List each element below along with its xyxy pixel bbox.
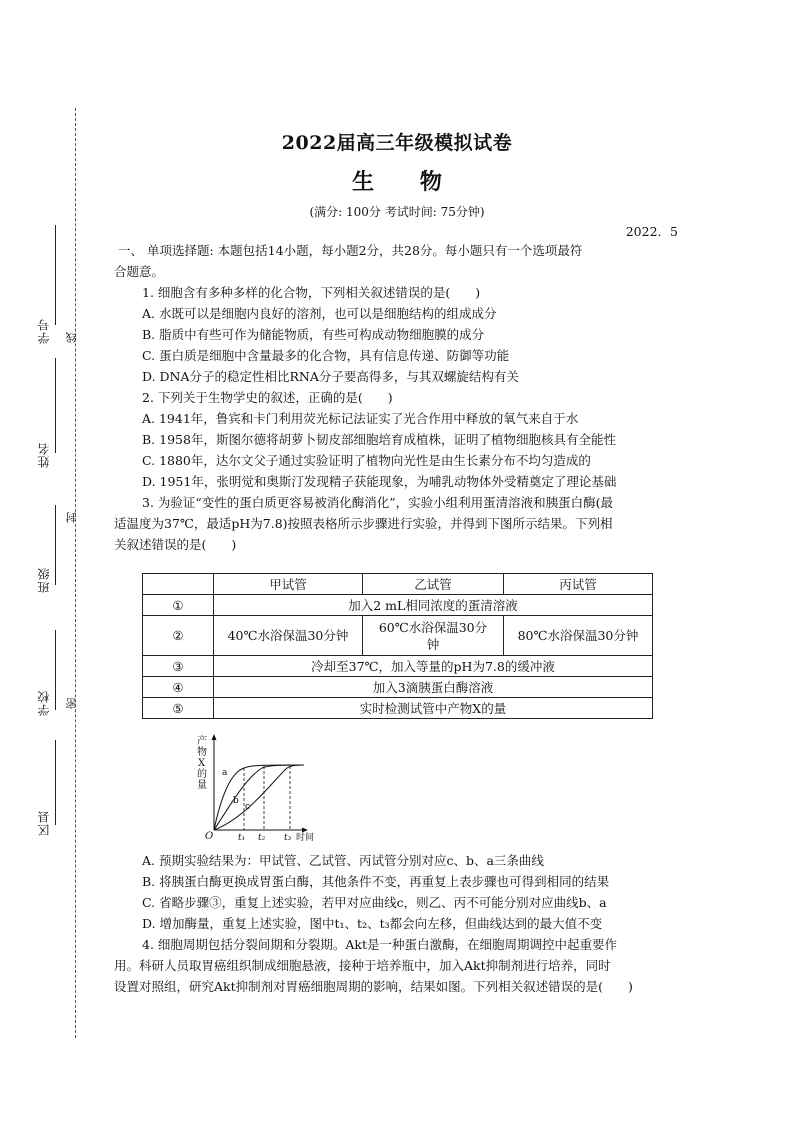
- q2-option-a: A. 1941年，鲁宾和卡门利用荧光标记法证实了光合作用中释放的氧气来自于水: [142, 411, 579, 426]
- table-header-row: [143, 574, 653, 595]
- binding-dashed-line: [75, 108, 76, 1038]
- cut-word-secret: 密: [65, 698, 78, 709]
- table-row: [143, 656, 653, 677]
- q3-option-b: B. 将胰蛋白酶更换成胃蛋白酶，其他条件不变，再重复上表步骤也可得到相同的结果: [142, 874, 610, 889]
- section-intro-line2: 合题意。: [114, 264, 165, 279]
- step-number: ⑤: [143, 698, 214, 719]
- y-label-char: 的: [197, 769, 207, 780]
- curve-a-label: a: [222, 768, 228, 778]
- step-number: ②: [143, 616, 214, 656]
- header-tube-bing: 丙试管: [504, 574, 653, 595]
- step-text: 加入3滴胰蛋白酶溶液: [214, 677, 653, 698]
- header-tube-yi: 乙试管: [363, 574, 504, 595]
- y-label-char: X: [198, 758, 206, 769]
- step-number: ①: [143, 595, 214, 616]
- name-rule: [55, 358, 56, 453]
- subject-title: 生 物: [352, 169, 442, 195]
- q3-option-a: A. 预期实验结果为：甲试管、乙试管、丙试管分别对应c、b、a三条曲线: [142, 853, 544, 868]
- q4-line2: 用。科研人员取胃癌组织制成细胞悬液，接种于培养瓶中，加入Akt抑制剂进行培养，同时: [114, 958, 611, 973]
- product-curve-graph: [192, 732, 332, 842]
- step-number: ③: [143, 656, 214, 677]
- tube-yi-cell: [363, 616, 504, 656]
- cut-word-line: 线: [65, 332, 78, 343]
- district-label: 区县: [37, 810, 51, 836]
- exam-title: 2022届高三年级模拟试卷: [281, 132, 513, 154]
- tick-t1: t₁: [238, 833, 246, 842]
- curve-c-label: c: [245, 802, 251, 812]
- school-rule: [55, 630, 56, 710]
- y-axis-arrow: [212, 734, 217, 740]
- q3-stem-line1: 3. 为验证“变性的蛋白质更容易被消化酶消化”，实验小组利用蛋清溶液和胰蛋白酶(最: [142, 495, 614, 510]
- q1-option-b: B. 脂质中有些可作为储能物质，有些可构成动物细胞膜的成分: [142, 327, 485, 342]
- q1-option-d: D. DNA分子的稳定性相比RNA分子要高得多，与其双螺旋结构有关: [142, 369, 519, 384]
- step-text: 实时检测试管中产物X的量: [214, 698, 653, 719]
- q2-stem: 2. 下列关于生物学史的叙述，正确的是( ): [142, 390, 393, 405]
- step-text: 加入2 mL相同浓度的蛋清溶液: [214, 595, 653, 616]
- q2-option-d: D. 1951年，张明觉和奥斯汀发现精子获能现象，为哺乳动物体外受精奠定了理论基础: [142, 474, 617, 489]
- exam-meta: (满分: 100分 考试时间: 75分钟): [309, 205, 485, 219]
- section-intro-line1: 一、 单项选择题: 本题包括14小题，每小题2分，共28分。每小题只有一个选项最符: [118, 243, 583, 258]
- student-id-label: 学号: [37, 318, 51, 344]
- tube-bing-cell: 80℃水浴保温30分钟: [504, 616, 653, 656]
- q4-line1: 4. 细胞周期包括分裂间期和分裂期。Akt是一种蛋白激酶，在细胞周期调控中起重要作: [142, 937, 618, 952]
- q3-stem-line2: 适温度为37℃，最适pH为7.8)按照表格所示步骤进行实验，并得到下图所示结果。下列相: [114, 516, 613, 531]
- tube-yi-line1: 60℃水浴保温30分: [378, 619, 488, 635]
- tick-t2: t₂: [258, 833, 266, 842]
- table-corner: [143, 574, 214, 595]
- header-tube-jia: 甲试管: [214, 574, 363, 595]
- y-label-char: 物: [197, 747, 207, 758]
- q1-option-c: C. 蛋白质是细胞中含量最多的化合物，具有信息传递、防御等功能: [142, 348, 510, 363]
- exam-date: 2022．5: [625, 224, 678, 239]
- q4-line3: 设置对照组，研究Akt抑制剂对胃癌细胞周期的影响，结果如图。下列相关叙述错误的是( ): [114, 979, 633, 994]
- q1-stem: 1. 细胞含有多种多样的化合物，下列相关叙述错误的是( ): [142, 285, 481, 300]
- y-label-char: 产: [197, 736, 207, 747]
- tick-t3: t₃: [284, 833, 292, 842]
- experiment-table: [142, 573, 653, 719]
- q2-option-c: C. 1880年，达尔文父子通过实验证明了植物向光性是由生长素分布不均匀造成的: [142, 453, 591, 468]
- q3-option-d: D. 增加酶量，重复上述实验，图中t₁、t₂、t₃都会向左移，但曲线达到的最大值不变: [142, 916, 603, 931]
- class-rule: [55, 505, 56, 585]
- tube-jia-cell: 40℃水浴保温30分钟: [214, 616, 363, 656]
- name-label: 姓名: [37, 442, 51, 468]
- tube-yi-line2: 钟: [426, 636, 440, 652]
- x-axis-arrow: [302, 828, 308, 833]
- q3-stem-line3: 关叙述错误的是( ): [114, 537, 237, 552]
- step-number: ④: [143, 677, 214, 698]
- curve-c: [214, 765, 304, 830]
- x-axis-label: 时间: [296, 833, 315, 842]
- q3-option-c: C. 省略步骤③，重复上述实验，若甲对应曲线c，则乙、丙不可能分别对应曲线b、a: [142, 895, 607, 910]
- q1-option-a: A. 水既可以是细胞内良好的溶剂，也可以是细胞结构的组成成分: [142, 306, 497, 321]
- district-rule: [55, 740, 56, 825]
- student-id-rule: [55, 225, 56, 325]
- q2-option-b: B. 1958年，斯图尔德将胡萝卜韧皮部细胞培育成植株，证明了植物细胞核具有全能性: [142, 432, 616, 447]
- table-row: [143, 595, 653, 616]
- table-row: [143, 616, 653, 656]
- y-label-char: 量: [197, 780, 207, 791]
- cut-word-seal: 封: [65, 512, 78, 523]
- school-label: 学校: [37, 690, 51, 716]
- origin-label: O: [205, 831, 214, 842]
- step-text: 冷却至37℃，加入等量的pH为7.8的缓冲液: [214, 656, 653, 677]
- class-label: 班级: [37, 567, 51, 593]
- table-row: [143, 698, 653, 719]
- table-row: [143, 677, 653, 698]
- curve-b-label: b: [233, 796, 239, 806]
